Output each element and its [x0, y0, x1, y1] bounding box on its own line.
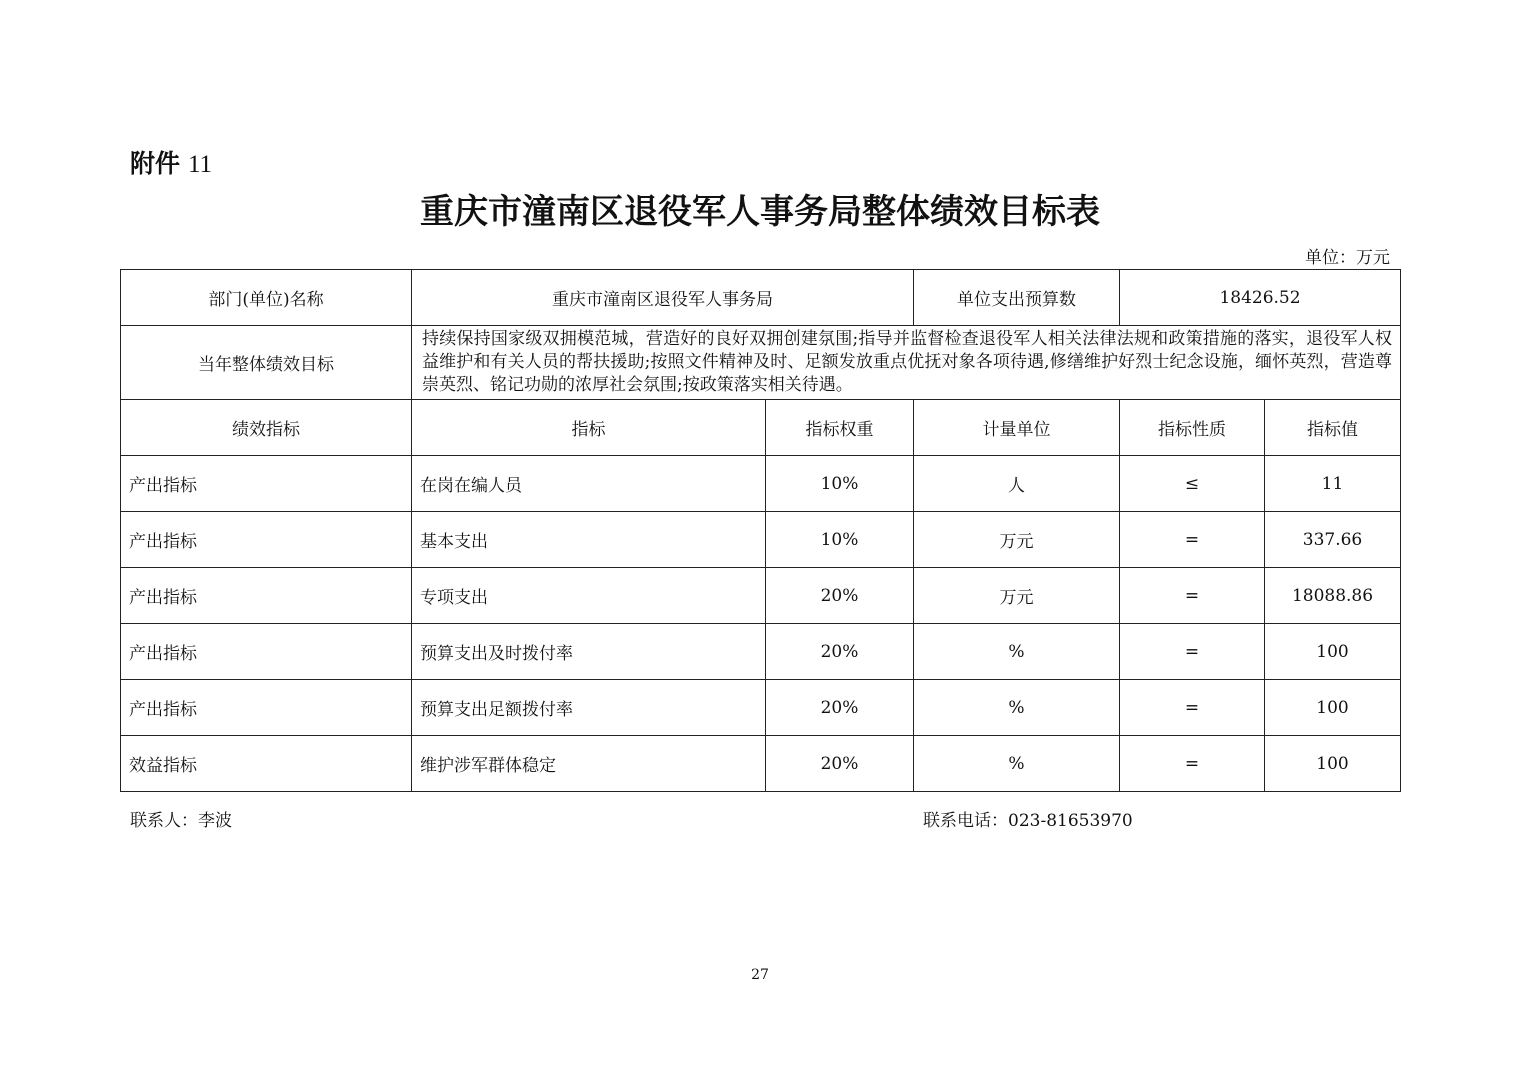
- row-category: 效益指标: [121, 736, 412, 792]
- row-category: 产出指标: [121, 680, 412, 736]
- table-row: [121, 512, 1401, 568]
- goal-text: 持续保持国家级双拥模范城，营造好的良好双拥创建氛围;指导并监督检查退役军人相关法律法规和政策措施的落实，退役军人权益维护和有关人员的帮扶援助;按照文件精神及时、足额发放重点优抚对象各项待遇,修缮维护好烈士纪念设施，缅怀英烈，营造尊崇英烈、铭记功勋的浓厚社会氛围;按政策落实相关待遇。: [412, 326, 1401, 400]
- row-weight: 20%: [766, 736, 914, 792]
- budget-label: 单位支出预算数: [914, 270, 1120, 326]
- row-indicator: 专项支出: [412, 568, 766, 624]
- row-value: 18088.86: [1265, 568, 1401, 624]
- dept-row: [121, 270, 1401, 326]
- table-row: [121, 736, 1401, 792]
- attachment-heading: [130, 144, 212, 180]
- attachment-label: 附件: [130, 149, 181, 178]
- contact-person: 联系人：李波: [130, 811, 232, 831]
- attachment-number: 11: [187, 151, 213, 178]
- row-nature: =: [1120, 568, 1265, 624]
- row-indicator: 基本支出: [412, 512, 766, 568]
- row-category: 产出指标: [121, 456, 412, 512]
- table-row: [121, 624, 1401, 680]
- row-nature: =: [1120, 680, 1265, 736]
- row-value: 100: [1265, 680, 1401, 736]
- row-value: 100: [1265, 736, 1401, 792]
- budget-value: 18426.52: [1120, 270, 1401, 326]
- row-unit: 人: [914, 456, 1120, 512]
- row-weight: 20%: [766, 624, 914, 680]
- row-indicator: 维护涉军群体稳定: [412, 736, 766, 792]
- row-nature: =: [1120, 736, 1265, 792]
- row-indicator: 预算支出及时拨付率: [412, 624, 766, 680]
- row-unit: %: [914, 736, 1120, 792]
- row-weight: 10%: [766, 456, 914, 512]
- goal-label: 当年整体绩效目标: [121, 326, 412, 400]
- row-indicator: 在岗在编人员: [412, 456, 766, 512]
- row-value: 100: [1265, 624, 1401, 680]
- dept-label: 部门(单位)名称: [121, 270, 412, 326]
- row-unit: 万元: [914, 512, 1120, 568]
- row-unit: %: [914, 624, 1120, 680]
- col-header-weight: 指标权重: [766, 400, 914, 456]
- row-unit: %: [914, 680, 1120, 736]
- table-row: [121, 456, 1401, 512]
- performance-table: [120, 269, 1401, 792]
- contact-phone: 联系电话：023-81653970: [923, 811, 1133, 831]
- dept-value: 重庆市潼南区退役军人事务局: [412, 270, 914, 326]
- row-nature: =: [1120, 624, 1265, 680]
- col-header-nature: 指标性质: [1120, 400, 1265, 456]
- row-nature: ≤: [1120, 456, 1265, 512]
- row-indicator: 预算支出足额拨付率: [412, 680, 766, 736]
- row-value: 11: [1265, 456, 1401, 512]
- page-title: 重庆市潼南区退役军人事务局整体绩效目标表: [420, 192, 1100, 232]
- goal-row: [121, 326, 1401, 400]
- table-row: [121, 568, 1401, 624]
- row-weight: 20%: [766, 680, 914, 736]
- col-header-indicator: 指标: [412, 400, 766, 456]
- col-header-value: 指标值: [1265, 400, 1401, 456]
- row-category: 产出指标: [121, 568, 412, 624]
- unit-note: 单位：万元: [1305, 248, 1390, 268]
- row-nature: =: [1120, 512, 1265, 568]
- row-weight: 10%: [766, 512, 914, 568]
- col-header-category: 绩效指标: [121, 400, 412, 456]
- row-category: 产出指标: [121, 512, 412, 568]
- row-unit: 万元: [914, 568, 1120, 624]
- row-weight: 20%: [766, 568, 914, 624]
- page-number: 27: [751, 967, 769, 983]
- row-category: 产出指标: [121, 624, 412, 680]
- row-value: 337.66: [1265, 512, 1401, 568]
- col-header-unit: 计量单位: [914, 400, 1120, 456]
- column-header-row: [121, 400, 1401, 456]
- table-row: [121, 680, 1401, 736]
